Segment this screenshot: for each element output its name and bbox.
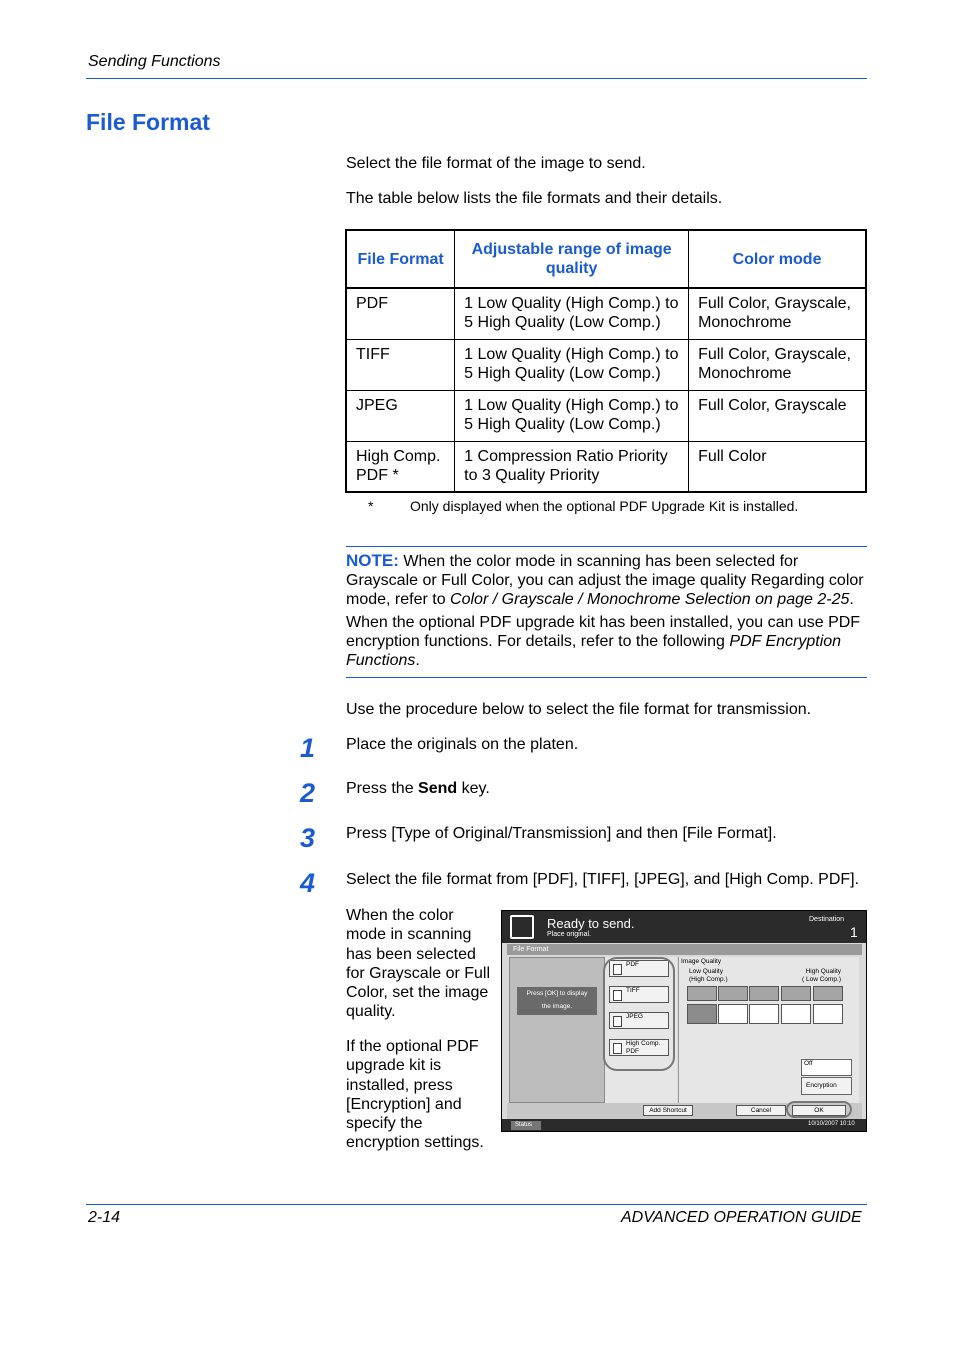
send-icon <box>510 915 534 939</box>
quality-preview-strip <box>718 986 748 1001</box>
operation-panel-screenshot <box>501 910 867 1132</box>
step-text: Select the file format from [PDF], [TIFF], [JPEG], and [High Comp. PDF]. <box>346 871 860 888</box>
ok-button[interactable]: OK <box>792 1105 846 1116</box>
quality-preview-strip <box>749 986 779 1001</box>
quality-preview-strip <box>813 986 843 1001</box>
quality-preview-strip <box>781 986 811 1001</box>
destination-label: Destination <box>809 916 845 923</box>
screen-datetime: 10/10/2007 10:10 <box>808 1121 855 1127</box>
table-cell: JPEG <box>346 390 455 441</box>
header-rule <box>86 78 867 79</box>
quality-preview-strip <box>687 986 717 1001</box>
running-header: Sending Functions <box>88 53 221 70</box>
send-key-label: Send <box>418 780 458 797</box>
preview-area <box>509 957 605 1103</box>
destination-count: 1 <box>850 924 858 940</box>
step-number: 1 <box>300 733 316 763</box>
note-paragraph-2 <box>346 613 867 670</box>
status-button[interactable]: Status <box>511 1121 541 1130</box>
encryption-button[interactable]: Encryption <box>801 1077 852 1095</box>
footnote-mark: * <box>368 498 374 514</box>
table-header-row <box>346 230 866 288</box>
quality-level-button[interactable] <box>781 1004 811 1024</box>
table-row <box>346 339 866 390</box>
screen-subtitle: Place original. <box>547 931 591 938</box>
footer-rule <box>86 1204 867 1205</box>
step-number: 4 <box>300 868 316 898</box>
note-top-rule <box>346 546 867 547</box>
low-quality-line: (High Comp.) <box>689 976 728 983</box>
low-quality-line: Low Quality <box>689 968 723 975</box>
table-cell: 1 Low Quality (High Comp.) to 5 High Quality (Low Comp.) <box>455 288 689 339</box>
button-label: PDF <box>626 961 639 968</box>
cancel-button[interactable]: Cancel <box>736 1105 786 1116</box>
low-quality-label <box>689 968 728 984</box>
step-text-part: key. <box>457 780 490 797</box>
step-detail-paragraph: If the optional PDF upgrade kit is installed, press [Encryption] and specify the encryption settings. <box>346 1038 484 1152</box>
table-cell: Full Color, Grayscale <box>689 390 866 441</box>
note-text-end: . <box>415 652 420 669</box>
preview-message-line: Press [OK] to display <box>526 990 588 997</box>
step-text <box>346 780 490 798</box>
table-header-cell: Adjustable range of image quality <box>455 230 689 288</box>
step-text-part: Press the <box>346 780 419 797</box>
high-quality-line: High Quality <box>805 968 842 975</box>
step-number: 3 <box>300 823 316 853</box>
table-cell: 1 Low Quality (High Comp.) to 5 High Quality (Low Comp.) <box>455 390 689 441</box>
file-format-table <box>345 229 867 493</box>
table-cell: Full Color, Grayscale, Monochrome <box>689 339 866 390</box>
step-text: Press [Type of Original/Transmission] and then [File Format]. <box>346 825 777 842</box>
note-text: When the optional PDF upgrade kit has been installed, you can use PDF encryption functions. For details, refer to the following <box>346 614 861 650</box>
table-cell: 1 Low Quality (High Comp.) to 5 High Quality (Low Comp.) <box>455 339 689 390</box>
note-bottom-rule <box>346 677 867 678</box>
image-quality-label: Image Quality <box>681 958 722 965</box>
button-label: PDF <box>626 1048 639 1055</box>
screen-title: Ready to send. <box>547 916 635 931</box>
add-shortcut-button[interactable]: Add Shortcut <box>643 1105 693 1116</box>
button-label: TIFF <box>626 987 640 994</box>
table-row <box>346 390 866 441</box>
step-text: Place the originals on the platen. <box>346 736 579 753</box>
footnote-text: Only displayed when the optional PDF Upgrade Kit is installed. <box>410 498 799 514</box>
note-text: When the color mode in scanning has been selected for Grayscale or Full Color, you can adjust the image quality Regarding color mode, refer to <box>346 553 864 608</box>
procedure-intro: Use the procedure below to select the file format for transmission. <box>346 701 812 718</box>
preview-message <box>517 987 597 1015</box>
table-header-cell: Color mode <box>689 230 866 288</box>
guide-title: ADVANCED OPERATION GUIDE <box>621 1209 862 1226</box>
table-cell: Full Color, Grayscale, Monochrome <box>689 288 866 339</box>
intro-paragraph-2: The table below lists the file formats and their details. <box>346 190 723 207</box>
screen-tab-file-format: File Format <box>507 944 862 955</box>
note-reference-link[interactable]: PDF Encryption Functions <box>346 633 842 669</box>
preview-message-line: the image. <box>541 1003 573 1010</box>
high-quality-label <box>802 968 841 984</box>
table-row <box>346 288 866 339</box>
quality-level-button[interactable] <box>718 1004 748 1024</box>
table-cell: TIFF <box>346 339 455 390</box>
step-detail-paragraph: When the color mode in scanning has been selected for Grayscale or Full Color, set the image quality. <box>346 907 491 1021</box>
step-number: 2 <box>300 778 316 808</box>
page-number: 2-14 <box>88 1209 121 1226</box>
note-reference-link[interactable]: Color / Grayscale / Monochrome Selection on page 2-25 <box>450 591 850 608</box>
note-label: NOTE: <box>346 551 399 570</box>
table-header-cell: File Format <box>346 230 455 288</box>
intro-paragraph-1: Select the file format of the image to send. <box>346 155 646 172</box>
quality-level-button[interactable] <box>687 1004 717 1024</box>
table-cell: High Comp. PDF * <box>346 441 455 492</box>
note-text-end: . <box>849 591 854 608</box>
page-title: File Format <box>86 109 210 135</box>
button-label: High Comp. <box>626 1040 661 1047</box>
table-cell: PDF <box>346 288 455 339</box>
format-highlight-oval <box>603 957 675 1071</box>
high-quality-line: ( Low Comp.) <box>802 976 842 983</box>
encryption-status: Off <box>801 1059 852 1076</box>
quality-level-button[interactable] <box>749 1004 779 1024</box>
note-paragraph-1 <box>346 551 867 609</box>
button-label: JPEG <box>626 1013 643 1020</box>
table-cell: Full Color <box>689 441 866 492</box>
ok-highlight-oval <box>786 1101 852 1118</box>
table-cell: 1 Compression Ratio Priority to 3 Quality Priority <box>455 441 689 492</box>
quality-level-button[interactable] <box>813 1004 843 1024</box>
table-row <box>346 441 866 492</box>
